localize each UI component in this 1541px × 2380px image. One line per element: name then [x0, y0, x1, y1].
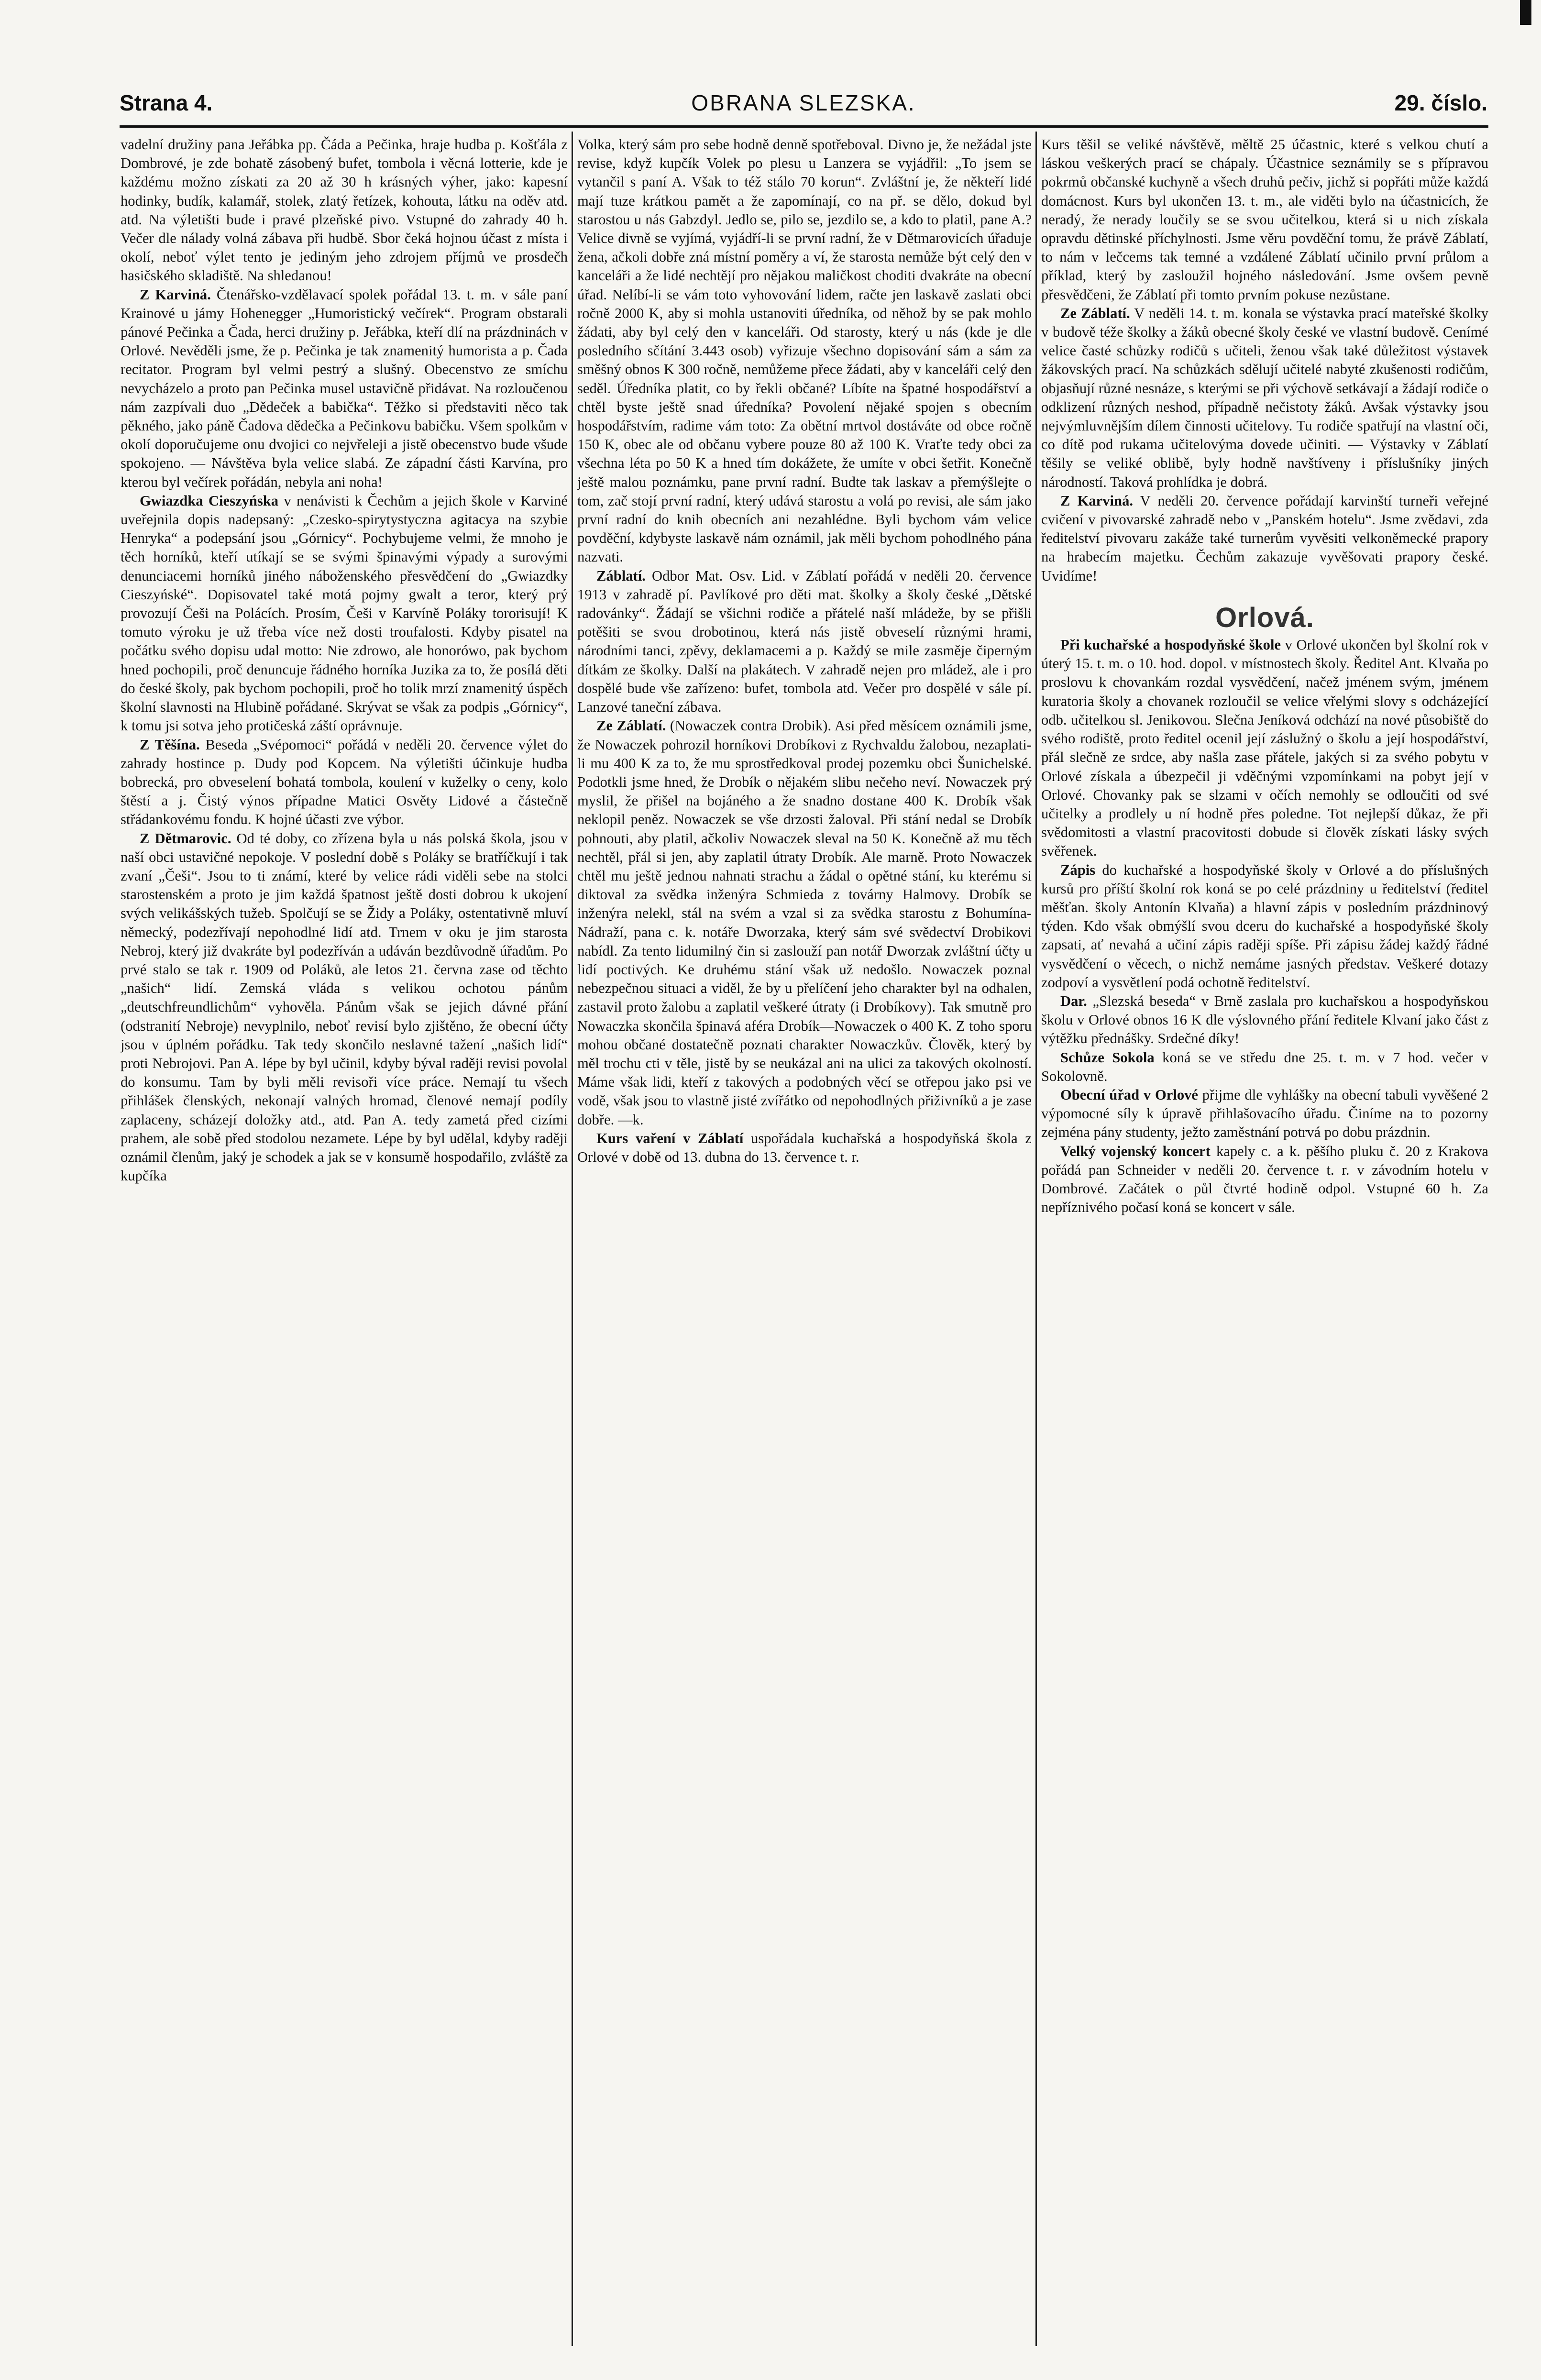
- article-koncert: [1041, 1142, 1488, 1217]
- article-heading: Zápis: [1060, 861, 1096, 878]
- article-dar: [1041, 992, 1488, 1048]
- column-divider-1: [572, 132, 573, 2346]
- page-corner-mark: [1520, 0, 1531, 25]
- article-heading: Z Těšína.: [140, 736, 200, 753]
- article-gwiazdka: [121, 492, 568, 736]
- article-heading: Velký vojenský koncert: [1060, 1143, 1211, 1159]
- article-heading: Ze Záblatí.: [596, 717, 666, 734]
- column-2: [577, 135, 1032, 2350]
- article-body: Beseda „Svépomoci“ pořádá v neděli 20. července výlet do zahrady hostince p. Dudy pod Kopcem. Na výletišti účinkuje hudba bobrecká, pro obveselení bohatá tombola, koulení v kuželky o ceny, kolo štěstí a j. Čistý výnos případne Matici Osvěty Lidové a částečně střádankovému fondu. K hojné účasti zve výbor.: [121, 736, 568, 828]
- article-heading: Při kuchařské a hospodyňské škole: [1060, 637, 1281, 653]
- article-zablati-2: [577, 716, 1032, 1129]
- article-heading: Ze Záblatí.: [1060, 305, 1130, 321]
- article-body: V neděli 14. t. m. konala se výstavka prací mateřské školky v budově téže školky a žáků obecné školy české ve vlastní budově. Cenímé velice časté schůzky rodičů s učiteli, ženou však také důležitost výstavek žákovských prací. Na schůzkách sdělují učitelé nabyté zkušenosti rodičům, objasňují různé nesnáze, s kterými se při výchově setkávají a žádají rodiče o odklizení různých neshod, případně nečistoty žáků. Avšak výstavky jsou nejvýmluvnějším dílem činnosti učitelovy. Tu rodiče spatřují na vlastní oči, co dítě pod rukama učitelovýma dovede učiniti. — Výstavky v Záblatí těšily se veliké oblibě, byly hodně navštíveny i příslušníky jiných národností. Taková prohlídka je dobrá.: [1041, 305, 1488, 490]
- article-tesin: [121, 736, 568, 829]
- article-body: Od té doby, co zřízena byla u nás polská škola, jsou v naší obci ustavičné nepokoje. V poslední době s Poláky se bratříčkují i tak zvaní „Češi“. Jsou to ti známí, které by velice rádi viděli sebe na stolci starostenském a proto je jim každá špatnost ještě dosti dobrou k ukojení svých velikášských tužeb. Spolčují se se Židy a Poláky, ostentativně mluví německý, podezřívají nepohodlné lidí atd. Trnem v oku je jim starosta Nebroj, který již dvakráte byl podezříván a udáván bezdůvodně úřadům. Po prvé stalo se tak r. 1909 od Poláků, ale letos 21. června zase od těchto „našich“ lidí. Zemská vláda s velikou ochotou pánům „deutschfreundlichům“ vyhověla. Pánům však se jejich dávné přání (odstranití Nebroje) nevyplnilo, neboť revisí bylo zjištěno, že obecní účty jsou v úplném pořádku. Tak tedy skončilo neslavné tažení „našich lidí“ proti Nebrojovi. Pan A. lépe by byl učinil, kdyby býval raději revisi povolal do konsumu. Tam by byli měli revisoři více práce. Nemají tu všech přihlášek členských, nekonají valných hromad, členové nemají podíly zaplaceny, scházejí doložky atd., atd. Pan A. tedy zametá před cizími prahem, ale sobě před stodolou nezamete. Lépe by byl udělal, kdyby raději oznámil členům, jaký je schodek a jak se v konsumě hospodařilo, zvláště za kupčíka: [121, 830, 568, 1184]
- column-1: [121, 135, 568, 2350]
- page-header: [120, 90, 1487, 123]
- article-continuation: vadelní družiny pana Jeřábka pp. Čáda a Pečinka, hraje hudba p. Košťála z Dombrové, je zde bohatě zásobený bufet, tombola i věcná lotterie, kde je každému možno získati za 20 až 30 h krásných výher, jako: kapesní hodinky, budík, kalamář, stolek, zlatý řetízek, kohouta, látku na oděv atd. atd. Na výletišti bude i pravé plzeňské pivo. Vstupné do zahrady 40 h. Večer dle nálady volná zábava při hudbě. Sbor čeká hojnou účast z místa i okolí, neboť výlet tento je jediným jeho zdrojem příjmů ve prosdečh hasičského skladiště. Na shledanou!: [121, 136, 568, 284]
- article-continuation: Volka, který sám pro sebe hodně denně spotřeboval. Divno je, že nežádal jste revise, když kupčík Volek po plesu u Lanzera se vyjádřil: „To jsem se vytančil s paní A. Však to též stálo 70 korun“. Zvláštní je, že někteří lidé mají tuze krátkou pamět a že zapomínají, co na př. se dělo, dokud byl starostou u nás Gabzdyl. Jedlo se, pilo se, jezdilo se, a kdo to platil, pane A.? Velice divně se vyjímá, vyjádří-li se první radní, že v Dětmarovicích úřaduje žena, ačkoli dobře zná místní poměry a ví, že starosta nemůže být celý den v kanceláři a že lidé nechtějí pro nějakou maličkost choditi dvakráte na obecní úřad. Nelíbí-li se vám toto vyhovování lidem, račte jen laskavě zaslati obci ročně 2000 K, aby si mohla ustanoviti úředníka, od něhož by se pak mohlo žádati, aby byl celý den v kanceláři. Od starosty, který u nás (kde je dle posledního sčítání 3.443 osob) vyřizuje všechno dopisování sám a sám za směšný obnos K 300 ročně, nemůžeme přece žádati, aby v kanceláři celý den seděl. Úředníka platit, co by řekli občané? Líbíte na špatné hospodářství a chtěl byste ještě snad úředníka? Povolení nějaké spojen s obecním hospodářstvím, radime vám toto: Za obětní mrtvol dostáváte od obce ročně 150 K, obec ale od občanu vybere pouze 80 až 100 K. Vraťte tedy obci za všechna léta po 50 K a hned tím dokážete, že umíte v obci šetřit. Konečně ještě malou poznámku, pane první radní. Budte tak laskav a přemýšlejte o tom, zač stojí první radní, který udává starostu a volá po revisi, ale sám jako první radní do knih obecních ani nezahlédne. Byli bychom vám velice povděční, kdybyste laskavě nám oznámil, jak měli bychom pohodlného pána nazvati.: [577, 136, 1032, 565]
- article-karvina-2: [1041, 492, 1488, 585]
- newspaper-title: OBRANA SLEZSKA.: [691, 90, 916, 115]
- article-continuation: Kurs těšil se veliké návštěvě, měltě 25 účastnic, které s velkou chutí a láskou veškerých prací se chápaly. Účastnice seznámily se s přípravou pokrmů občanské kuchyně a všech druhů pečiv, jichž si popřáti může každá domácnost. Kurs byl ukončen 13. t. m., ale viděti bylo na účastnicích, že neradý, že nerady loučily se se svou učitelkou, která si u nich získala opravdu dětinské příchylnosti. Jsme věru povděční tomu, že právě Záblatí, to nám v lečcems tak temné a vzdálené Záblatí učinilo první průlom a příklad, který by zasloužil hojného následování. Jsme ovšem pevně přesvědčeni, že Záblatí při tomto prvním pokuse nezůstane.: [1041, 136, 1488, 303]
- article-zablati-1: [577, 567, 1032, 717]
- article-karvina: [121, 286, 568, 492]
- article-body: koná se ve středu dne 25. t. m. v 7 hod. večer v Sokolovně.: [1041, 1049, 1488, 1084]
- article-detmarovic: [121, 829, 568, 1186]
- article-heading: Z Dětmarovic.: [140, 830, 231, 847]
- article-heading: Gwiazdka Cieszyńska: [140, 492, 279, 509]
- article-heading: Schůze Sokola: [1060, 1049, 1155, 1066]
- article-obecni-urad: [1041, 1086, 1488, 1142]
- article-body: přijme dle vyhlášky na obecní tabuli vyvěšené 2 výpomocné síly k úpravě přihlašovacího úřadu. Činíme na to pozorny zejména pány studenty, ježto zaměstnání potrvá po dobu prázdnin.: [1041, 1086, 1488, 1141]
- article-body: do kuchařské a hospodyňské školy v Orlové a do příslušných kursů pro příští školní rok koná se po celé prázdniny u ředitelství (ředitel měšťan. školy Antonín Klvaňa) a hlavní zápis v posledním prázdninový týden. Kdo však obmýšlí svou dceru do kuchařské a hospodyňské školy zapsati, ať nevahá a učiní zápis raději spíše. Při zápisu žádej každý řádné vysvědčení o věcech, o nichž nemáme jasných představ. Veškeré dotazy zodpoví a vysvětlení podá ochotně ředitelství.: [1041, 861, 1488, 991]
- article-zablati-3: [1041, 304, 1488, 492]
- article-body: „Slezská beseda“ v Brně zaslala pro kuchařskou a hospodyňskou školu v Orlové obnos 16 K dle výslovného přání ředitele Klvaní jako část z výtěžku přednášky. Srdečné díky!: [1041, 992, 1488, 1047]
- issue-number: 29. číslo.: [1394, 90, 1487, 115]
- article-kurs: [577, 1129, 1032, 1167]
- article-heading: Kurs vaření v Záblatí: [596, 1130, 744, 1146]
- article-kucharska-skola: [1041, 636, 1488, 860]
- column-divider-2: [1035, 132, 1037, 2346]
- column-3: [1041, 135, 1488, 2350]
- article-schuze-sokola: [1041, 1048, 1488, 1086]
- header-rule: [120, 125, 1488, 128]
- article-heading: Obecní úřad v Orlové: [1060, 1086, 1199, 1103]
- article-body: v nenávisti k Čechům a jejich škole v Karviné uveřejnila dopis nadepsaný: „Czesko-spirytystyczna agitacya na szybie Henryka“ a podepsání jsou „Górnicy“. Pochybujeme velmi, že mnoho je těch horníků, kteří utíkají se se svými špinavými výpady a surovými denunciacemi horníků jiného náboženského přesvědčení do „Gwiazdky Cieszyńské“. Dopisovatel také motá pojmy gwalt a teror, který prý provozují Češi na Polácích. Prosím, Češi v Karvíně Poláky tororisují! K tomuto výroku je už třeba více než dosti troufalosti. Kdyby pisatel na počátku svého dopisu udal motto: Nie zdrowo, ale honorówo, pak bychom hned pochopili, proč denuncuje řádného horníka Juzika za to, že posílá děti do české školy, pak bychom pochopili, proč ho tolik mrzí znamenitý úspěch školní slavnosti na Hlubině pořádané. Skrývat se však za podpis „Górnicy“, k tomu jsi sotva jeho protičeská záští oprávnuje.: [121, 492, 568, 734]
- article-zapis: [1041, 861, 1488, 992]
- article-heading: Dar.: [1060, 992, 1087, 1009]
- article-heading: Z Karviná.: [1060, 492, 1134, 509]
- article-body: kapely c. a k. pěšího pluku č. 20 z Krakova pořádá pan Schneider v neděli 20. července t. r. v závodním hotelu v Dombrové. Začátek o půl čtvrté hodině odpol. Vstupné 60 h. Za nepříznivého počasí koná se koncert v sále.: [1041, 1143, 1488, 1216]
- article-body: uspořádala kuchařská a hospodyňská škola z Orlové v době od 13. dubna do 13. července t. r.: [577, 1130, 1032, 1165]
- article-body: v Orlové ukončen byl školní rok v úterý 15. t. m. o 10. hod. dopol. v místnostech školy. Ředitel Ant. Klvaňa po proslovu k chovankám rozdal vysvědčení, načež jménem svým, jménem kuratoria školy a chovanek rozloučil se velice vřelými slovy s odcházející odb. učitelkou sl. Jenikovou. Slečna Jeníková odchází na nové působiště do svého rodiště, proto ředitel ocenil její záslužný o školu a její hospodářství, přál slečně ze srdce, aby našla zase přátele, jakých si za svého pobytu v Orlové získala a úbezpečil ji vděčnými vzpomínkami na pobyt její v Orlové. Chovanky pak se slzami v očích nemohly se odloučiti od své učitelky a prodlely u ní hodně přes poledne. Tot nejlepší důkaz, že při svědomitosti a vlastní pracovitosti dobude si člověk získati lásky svých svěřenek.: [1041, 637, 1488, 859]
- article-heading: Z Karviná.: [140, 286, 211, 303]
- article-heading: Záblatí.: [596, 567, 646, 584]
- article-body: V neděli 20. července pořádají karvinští turneři veřejné cvičení v pivovarské zahradě nebo v „Panském hotelu“. Jsme zvědavi, zda ředitelství pivovaru zakáže také turnerům vyvěsiti velkoněmecké prapory na hrabecím majetku. Čechům zakazuje vyvěšovati prapory české. Uvidíme!: [1041, 492, 1488, 584]
- section-title: Orlová.: [1215, 602, 1314, 633]
- page-number: Strana 4.: [120, 90, 213, 115]
- article-body: Čtenářsko-vzdělavací spolek pořádal 13. t. m. v sále paní Krainové u jámy Hohenegger „Humoristický večírek“. Program obstarali pánové Pečinka a Čada, herci družiny p. Jeřábka, kteří dlí na prázdninách v Orlové. Nevěděli jsme, že p. Pečinka je tak znamenitý humorista a p. Čada recitator. Program byl velmi pestrý a slušný. Obecenstvo ze smíchu nevycházelo a proto pan Pečinka musel ustavičně přidávat. Na rozloučenou nám zazpívali duo „Dědeček a babička“. Těžko si představiti něco tak pěkného, jako páně Čadova dědečka a Pečinkovu babičku. Všem spolkům v okolí doporučujeme onu dvojici co nejvřeleji a jistě obecenstvo bude všude spokojeno. — Návštěva byla velice slabá. Ze západní části Karvína, pro kterou byl večírek pořádán, nebyla ani noha!: [121, 286, 568, 490]
- article-body: Odbor Mat. Osv. Lid. v Záblatí pořádá v neděli 20. července 1913 v zahradě pí. Pavlíkové pro děti mat. školky a školy české „Dětské radovánky“. Žádají se všichni rodiče a přátelé naší mládeže, by se přišli potěšiti se svou drobotinou, která nás jistě obveselí různými hrami, národními tanci, zpěvy, deklamacemi a p. Každý se mile zasměje čiperným dítkám ze školky. Další na plakátech. V zahradě nejen pro mládež, ale i pro dospělé bude vše zařízeno: bufet, tombola atd. Večer pro dospělé v sále pí. Lanzové taneční zábava.: [577, 567, 1032, 716]
- article-body: (Nowaczek contra Drobik). Asi před měsícem oznámili jsme, že Nowaczek pohrozil horníkovi Drobíkovi z Rychvaldu žalobou, nezaplati-li mu 400 K za to, že mu sprostředkoval prodej pozemku obci Šunichelské. Podotkli jsme hned, že Drobík o nějakém slibu nečeho neví. Nowaczek prý myslil, že přišel na bojáného a že snadno dostane 400 K. Drobík však neklopil peněz. Nowaczek se vše drzosti žaloval. Při stání nedal se Drobík pohnouti, aby platil, ačkoliv Nowaczek sleval na 50 K. Konečně až mu těch nechtěl, přál si jen, aby zaplatil útraty Drobík. Ale marně. Proto Nowaczek chtěl mu ještě jednou nahnati strachu a žádal o opětné stání, ku kterému si diktoval za svědka inženýra Schmieda z továrny Halmovy. Drobík se inženýra nelekl, stál na svém a vzal si za svědka starostu z Bohumína-Nádraží, pana c. k. notáře Dworzaka, který sám své svědectví Drobikovi nabídl. Za tento lidumilný čin si zaslouží pan notář Dworzak zvláštní účty u lidí poctivých. Ke druhému stání však už nedošlo. Nowaczek poznal nebezpečnou situaci a viděl, že by u přelíčení jeho charakter byl na odhalen, zastavil proto žalobu a zaplatil veškeré útraty (i Drobíkovy). Tak smutně pro Nowaczka skončila špinavá aféra Drobík—Nowaczek o 400 K. Z toho sporu mohou občané dostatečně poznati charakter Nowaczkův. Člověk, který by měl trochu cti v těle, jistě by se neukázal ani na ulici za takových okolností. Máme však lidi, kteří z takových a podobných věcí se otřepou jako psi ve vodě, však jsou to vlastně jisté zvířátko od nepohodlných přiživníků a je zase dobře. —k.: [577, 717, 1032, 1128]
